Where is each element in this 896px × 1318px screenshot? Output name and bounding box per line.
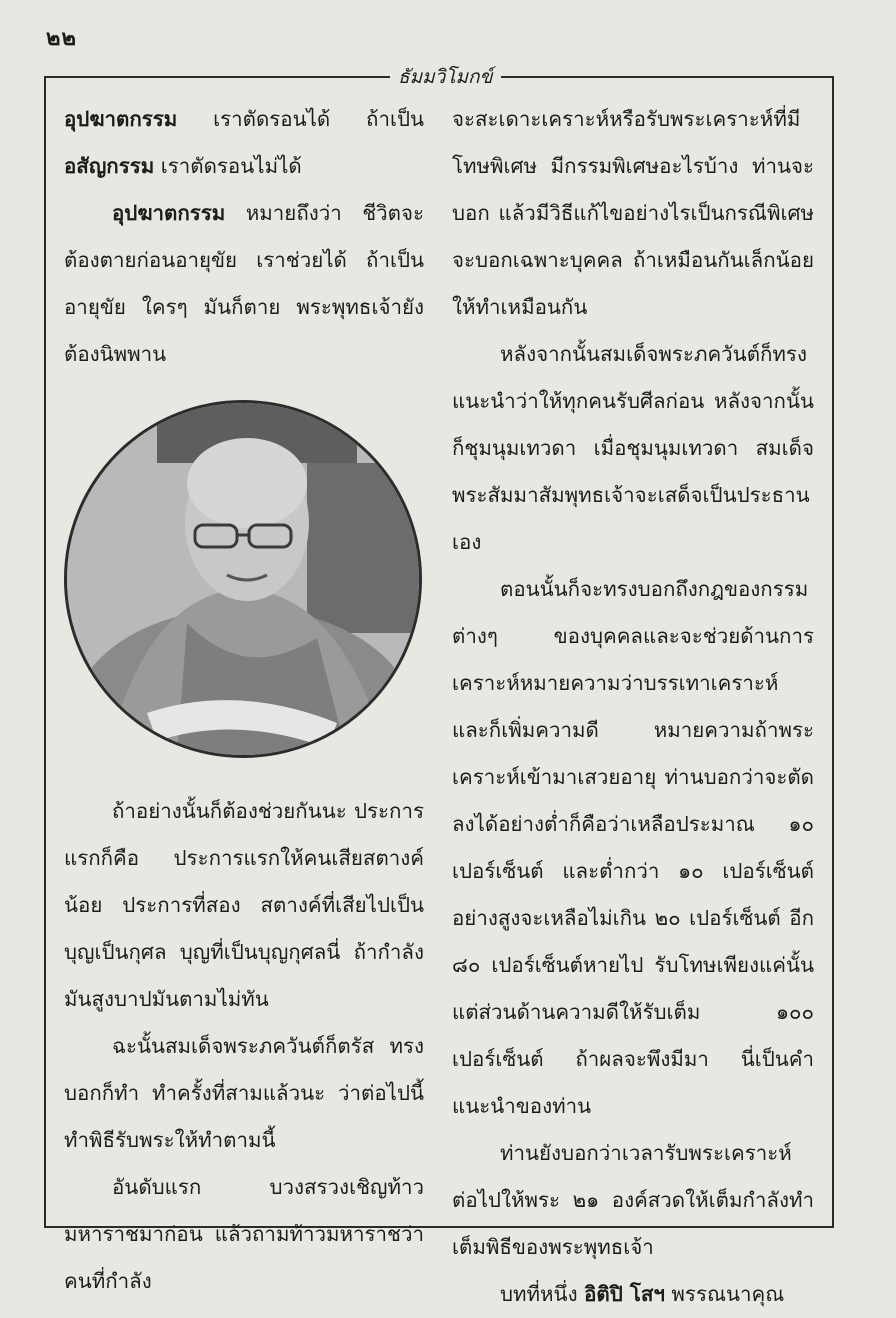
left-paragraph-1: อุปฆาตกรรม เราตัดรอนได้ ถ้าเป็น อสัญกรรม เราตัดรอนไม่ได้	[64, 107, 424, 178]
right-paragraph-3: ตอนนั้นก็จะทรงบอกถึงกฎของกรรมต่างๆ ของบุคคลและจะช่วยด้านการเคราะห์หมายความว่าบรรเทาเคราะห์ และก็เพิ่มความดี หมายความถ้าพระเคราะห์เข้ามาเสวยอายุ ท่านบอกว่าจะตัดลงได้อย่างต่ำก็คือว่าเหลือประมาณ ๑๐ เปอร์เซ็นต์ และต่ำกว่า ๑๐ เปอร์เซ็นต์ อย่างสูงจะเหลือไม่เกิน ๒๐ เปอร์เซ็นต์ อีก ๘๐ เปอร์เซ็นต์หายไป รับโทษเพียงแค่นั้น แต่ส่วนด้านความดีให้รับเต็ม ๑๐๐ เปอร์เซ็นต์ ถ้าผลจะพึงมีมา นี่เป็นคำแนะนำของท่าน	[452, 577, 814, 1118]
right-paragraph-5: บทที่หนึ่ง อิติปิ โสฯ พรรณนาคุณ	[500, 1282, 785, 1306]
term-itipi-so: อิติปิ โสฯ	[584, 1282, 665, 1306]
page-number: ๒๒	[46, 26, 78, 51]
right-paragraph-2: หลังจากนั้นสมเด็จพระภควันต์ก็ทรงแนะนำว่าให้ทุกคนรับศีลก่อน หลังจากนั้นก็ชุมนุมเทวดา เมื่อชุมนุมเทวดา สมเด็จพระสัมมาสัมพุทธเจ้าจะเสด็จเป็นประธานเอง	[452, 342, 814, 554]
left-paragraph-2: อุปฆาตกรรม หมายถึงว่า ชีวิตจะต้องตายก่อนอายุขัย เราช่วยได้ ถ้าเป็นอายุขัย ใครๆ มันก็ตาย พระพุทธเจ้ายังต้องนิพพาน	[64, 201, 424, 366]
left-column	[64, 96, 424, 1305]
term-upakhata: อุปฆาตกรรม	[64, 107, 178, 131]
monk-portrait-photo	[64, 400, 422, 758]
term-asanya: อสัญกรรม	[64, 154, 155, 178]
term-upakhata-2: อุปฆาตกรรม	[112, 201, 226, 225]
left-paragraph-4: ฉะนั้นสมเด็จพระภควันต์ก็ตรัส ทรงบอกก็ทำ ทำครั้งที่สามแล้วนะ ว่าต่อไปนี้ทำพิธีรับพระให้ทำตามนี้	[64, 1034, 424, 1152]
right-paragraph-1: จะสะเดาะเคราะห์หรือรับพระเคราะห์ที่มีโทษพิเศษ มีกรรมพิเศษอะไรบ้าง ท่านจะบอก แล้วมีวิธีแก้ไขอย่างไรเป็นกรณีพิเศษ จะบอกเฉพาะบุคคล ถ้าเหมือนกันเล็กน้อยให้ทำเหมือนกัน	[452, 107, 814, 319]
running-header: ธัมมวิโมกข์	[390, 62, 501, 92]
right-column	[452, 96, 814, 1318]
right-paragraph-4: ท่านยังบอกว่าเวลารับพระเคราะห์ต่อไปให้พระ ๒๑ องค์สวดให้เต็มกำลังทำเต็มพิธีของพระพุทธเจ้า	[452, 1141, 814, 1259]
left-paragraph-3: ถ้าอย่างนั้นก็ต้องช่วยกันนะ ประการแรกก็คือ ประการแรกให้คนเสียสตางค์น้อย ประการที่สอง สตางค์ที่เสียไปเป็นบุญเป็นกุศล บุญที่เป็นบุญกุศลนี่ ถ้ากำลังมันสูงบาปมันตามไม่ทัน	[64, 799, 424, 1011]
left-paragraph-5: อันดับแรก บวงสรวงเชิญท้าวมหาราชมาก่อน แล้วถามท้าวมหาราชว่า คนที่กำลัง	[64, 1175, 424, 1293]
